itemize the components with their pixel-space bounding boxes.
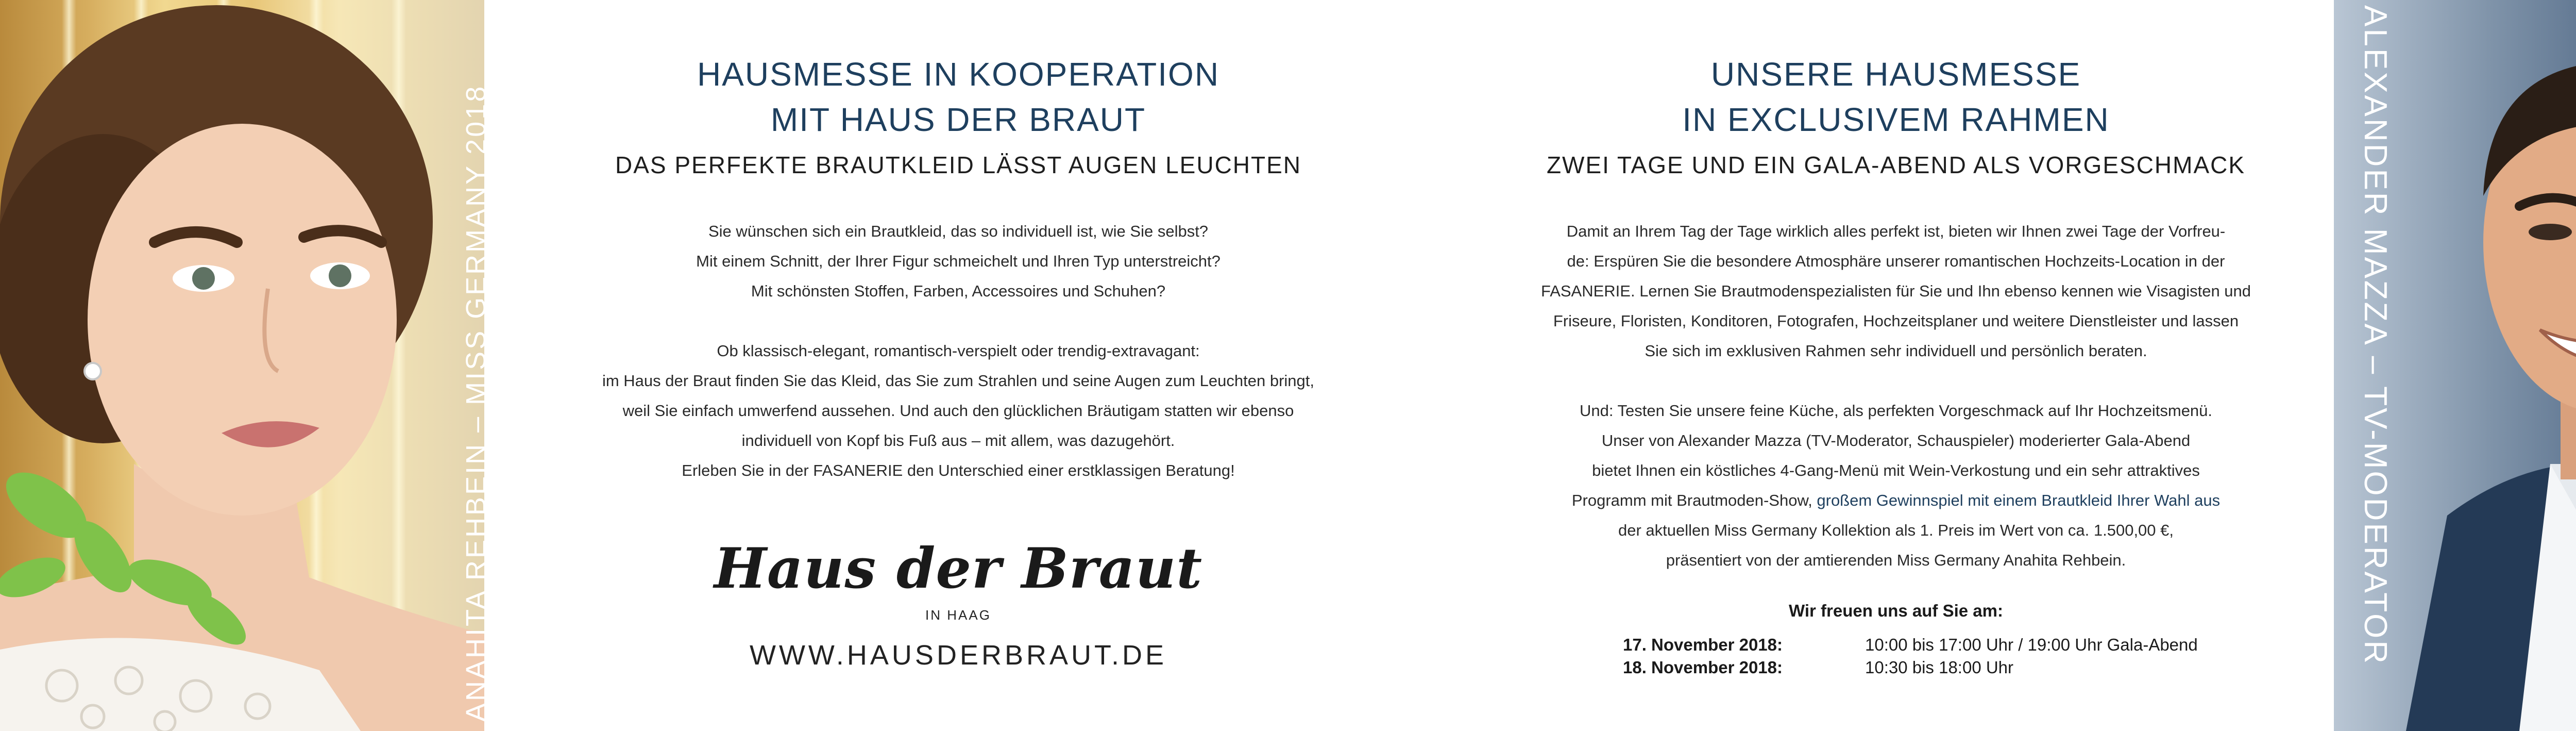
body-line: de: Erspüren Sie die besondere Atmosphäre unserer romantischen Hochzeits-Location in der <box>1567 252 2225 270</box>
event-time: 10:30 bis 18:00 Uhr <box>1865 658 2014 677</box>
bride-illustration <box>0 0 484 731</box>
event-date: 17. November 2018: <box>1623 635 1783 654</box>
section-subheading: DAS PERFEKTE BRAUTKLEID LÄSST AUGEN LEUCHTEN <box>615 152 1302 178</box>
body-line: im Haus der Braut finden Sie das Kleid, das Sie zum Strahlen und seine Augen zum Leuchten bringt, <box>602 372 1315 390</box>
section-heading-line2: IN EXCLUSIVEM RAHMEN <box>1682 101 2110 138</box>
body-line: individuell von Kopf bis Fuß aus – mit allem, was dazugehört. <box>741 431 1175 450</box>
section-heading-line1: UNSERE HAUSMESSE <box>1710 56 2081 93</box>
body-line: FASANERIE. Lernen Sie Brautmodenspezialisten für Sie und Ihn ebenso kennen wie Visagisten und <box>1540 282 2251 300</box>
right-caption-text: ALEXANDER MAZZA – TV-MODERATOR <box>2358 5 2393 666</box>
body-line: Unser von Alexander Mazza (TV-Moderator, Schauspieler) moderierter Gala-Abend <box>1601 431 2191 450</box>
event-date: 18. November 2018: <box>1623 658 1783 677</box>
presenter-illustration <box>2334 0 2576 731</box>
body-line: Mit schönsten Stoffen, Farben, Accessoires und Schuhen? <box>751 282 1166 300</box>
body-line: Sie wünschen sich ein Brautkleid, das so individuell ist, wie Sie selbst? <box>708 222 1209 240</box>
prize-highlight: großem Gewinnspiel mit einem Brautkleid Ihrer Wahl aus <box>1817 491 2221 509</box>
body-line: weil Sie einfach umwerfend aussehen. Und auch den glücklichen Bräutigam statten wir ebenso <box>622 402 1294 420</box>
section-body <box>1494 217 2298 575</box>
section-body <box>526 217 1391 486</box>
body-line <box>1494 486 2298 516</box>
section-subheading: ZWEI TAGE UND EIN GALA-ABEND ALS VORGESCHMACK <box>1546 152 2246 178</box>
body-text: Programm mit Brautmoden-Show, <box>1571 491 1817 509</box>
body-line: präsentiert von der amtierenden Miss Germany Anahita Rehbein. <box>1666 551 2126 569</box>
body-line: Friseure, Floristen, Konditoren, Fotografen, Hochzeitsplaner und weitere Dienstleister und lassen <box>1553 312 2239 330</box>
body-line: Damit an Ihrem Tag der Tage wirklich alles perfekt ist, bieten wir Ihnen zwei Tage der Vorfreu- <box>1566 222 2226 240</box>
event-time: 10:00 bis 17:00 Uhr / 19:00 Uhr Gala-Abend <box>1865 635 2198 654</box>
hausmesse-section <box>1494 52 2298 575</box>
presenter-photo <box>2334 0 2576 731</box>
website-link[interactable]: WWW.HAUSDERBRAUT.DE <box>749 640 1167 671</box>
section-heading-line2: MIT HAUS DER BRAUT <box>770 101 1146 138</box>
body-line: Mit einem Schnitt, der Ihrer Figur schmeichelt und Ihren Typ unterstreicht? <box>696 252 1221 270</box>
section-heading-line1: HAUSMESSE IN KOOPERATION <box>697 56 1220 93</box>
event-date-row <box>1623 658 2293 680</box>
body-line: Sie sich im exklusiven Rahmen sehr individuell und persönlich beraten. <box>1645 342 2147 360</box>
bride-photo <box>0 0 484 731</box>
body-line: Ob klassisch-elegant, romantisch-verspielt oder trendig-extravagant: <box>717 342 1200 360</box>
logo-location: IN HAAG <box>925 607 991 623</box>
haus-der-braut-logo: Haus der Braut <box>714 536 1203 601</box>
haus-der-braut-section <box>526 52 1391 486</box>
event-date-row <box>1623 635 2293 658</box>
body-line: bietet Ihnen ein köstliches 4-Gang-Menü mit Wein-Verkostung und ein sehr attraktives <box>1592 461 2200 479</box>
invitation-line: Wir freuen uns auf Sie am: <box>1789 601 2003 620</box>
body-line: Und: Testen Sie unsere feine Küche, als perfekten Vorgeschmack auf Ihr Hochzeitsmenü. <box>1579 402 2213 420</box>
left-caption-text: ANAHITA REHBEIN – MISS GERMANY 2018 <box>461 84 492 722</box>
prize-highlight: der aktuellen Miss Germany Kollektion als 1. Preis im Wert von ca. 1.500,00 €, <box>1618 521 2174 539</box>
body-line: Erleben Sie in der FASANERIE den Unterschied einer erstklassigen Beratung! <box>682 461 1235 479</box>
